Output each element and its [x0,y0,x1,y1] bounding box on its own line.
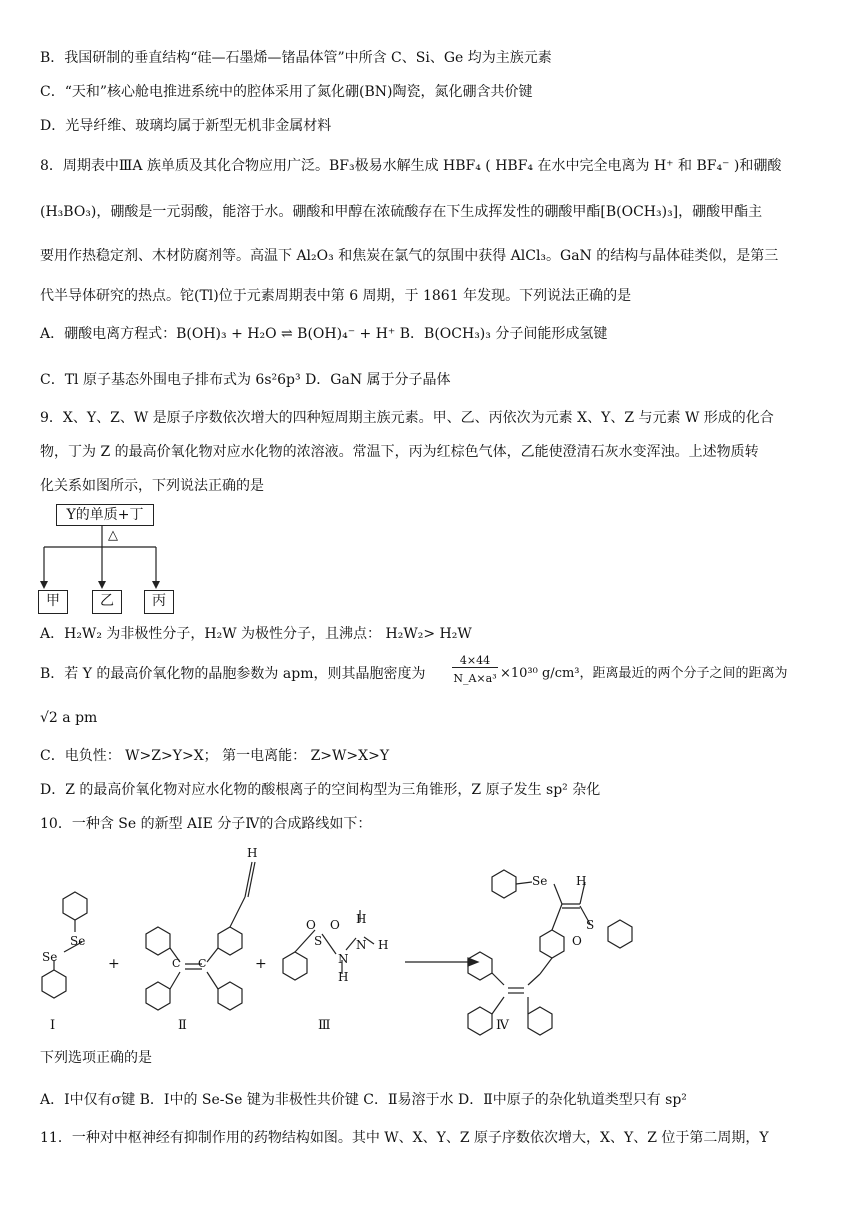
q9-line2: 物，丁为 Z 的最高价氧化物对应水化物的浓溶液。常温下，丙为红棕色气体，乙能使澄清石灰水变浑浊。上述物质转 [40,444,759,460]
q9-option-B-part2: ×10³⁰ g/cm³，距离最近的两个分子之间的距离为 [500,666,788,681]
q8-option-AB: A．硼酸电离方程式：B(OH)₃ + H₂O ⇌ B(OH)₄⁻ + H⁺ B．B(OCH₃)₃ 分子间能形成氢键 [40,326,608,342]
atom-se-IV: Se [532,874,548,888]
diagram-heat-sign: △ [108,528,118,543]
q8-line1: 8．周期表中ⅢA 族单质及其化合物应用广泛。BF₃极易水解生成 HBF₄ ( HBF₄ 在水中完全电离为 H⁺ 和 BF₄⁻ )和硼酸 [40,158,782,174]
plus-sign-1: + [108,956,120,972]
q8-option-CD: C．Tl 原子基态外围电子排布式为 6s²6p³ D．GaN 属于分子晶体 [40,372,451,388]
atom-s-III: S [314,934,323,948]
q9-line1: 9．X、Y、Z、W 是原子序数依次增大的四种短周期主族元素。甲、乙、丙依次为元素 X、Y、Z 与元素 W 形成的化合 [40,410,774,426]
atom-o-2: O [330,918,340,932]
q9-option-A: A．H₂W₂ 为非极性分子，H₂W 为极性分子，且沸点： H₂W₂> H₂W [40,626,472,642]
q9-option-C: C．电负性： W>Z>Y>X； 第一电离能： Z>W>X>Y [40,748,390,764]
q9-fraction-numerator: 4×44 [452,654,498,668]
line-7C: C．“天和”核心舱电推进系统中的腔体采用了氮化硼(BN)陶瓷，氮化硼含共价键 [40,84,533,100]
q9-option-B-part1: B．若 Y 的最高价氧化物的晶胞参数为 apm，则其晶胞密度为 [40,666,426,682]
q8-line3: 要用作热稳定剂、木材防腐剂等。高温下 Al₂O₃ 和焦炭在氯气的氛围中获得 AlCl₃。GaN 的结构与晶体硅类似，是第三 [40,248,779,264]
q9-option-D: D．Z 的最高价氧化物对应水化物的酸根离子的空间构型为三角锥形，Z 原子发生 sp² 杂化 [40,782,601,798]
compound-label-II: Ⅱ [178,1018,187,1033]
synthesis-scheme [20,842,820,1052]
diagram-product-1: 甲 [38,590,68,614]
q8-line2: (H₃BO₃)，硼酸是一元弱酸，能溶于水。硼酸和甲醇在浓硫酸存在下生成挥发性的硼酸甲酯[B(OCH₃)₃]，硼酸甲酯主 [40,204,763,220]
atom-h-IV: H [576,874,587,888]
atom-se-2: Se [42,950,58,964]
atom-h-1: H [356,912,367,926]
atom-h-3: H [338,970,349,984]
q11-stem: 11．一种对中枢神经有抑制作用的药物结构如图。其中 W、X、Y、Z 原子序数依次增大，X、Y、Z 位于第二周期，Y [40,1130,769,1146]
diagram-product-3: 丙 [144,590,174,614]
compound-label-III: Ⅲ [318,1018,331,1033]
plus-sign-2: + [255,956,267,972]
atom-c-right: C [198,957,207,970]
atom-o-IV: O [572,934,582,948]
q8-line4: 代半导体研究的热点。铊(Tl)位于元素周期表中第 6 周期，于 1861 年发现。下列说法正确的是 [40,288,632,304]
diagram-reactant-box: Y的单质+丁 [56,504,154,526]
atom-n-2: N [356,938,367,952]
line-7D: D．光导纤维、玻璃均属于新型无机非金属材料 [40,118,332,134]
q9-fraction-denominator: N_A×a³ [453,672,497,685]
q10-stem: 10．一种含 Se 的新型 AIE 分子Ⅳ的合成路线如下： [40,816,372,832]
atom-h-alkyne: H [247,846,258,860]
q10-substem: 下列选项正确的是 [40,1050,152,1066]
line-7B: B．我国研制的垂直结构“硅—石墨烯—锗晶体管”中所含 C、Si、Ge 均为主族元素 [40,50,552,66]
atom-o-1: O [306,918,316,932]
atom-h-2: H [378,938,389,952]
q9-line3: 化关系如图所示，下列说法正确的是 [40,478,264,494]
compound-label-I: Ⅰ [50,1018,56,1033]
atom-s-IV: S [586,918,595,932]
q9-option-B-part3: √2 a pm [40,710,98,726]
atom-se-1: Se [70,934,86,948]
diagram-product-2: 乙 [92,590,122,614]
compound-label-IV: Ⅳ [496,1018,509,1033]
atom-c-left: C [172,957,181,970]
atom-n-1: N [338,952,349,966]
q10-options: A．Ⅰ中仅有σ键 B．Ⅰ中的 Se-Se 键为非极性共价键 C．Ⅱ易溶于水 D．Ⅱ中原子的杂化轨道类型只有 sp² [40,1092,687,1108]
